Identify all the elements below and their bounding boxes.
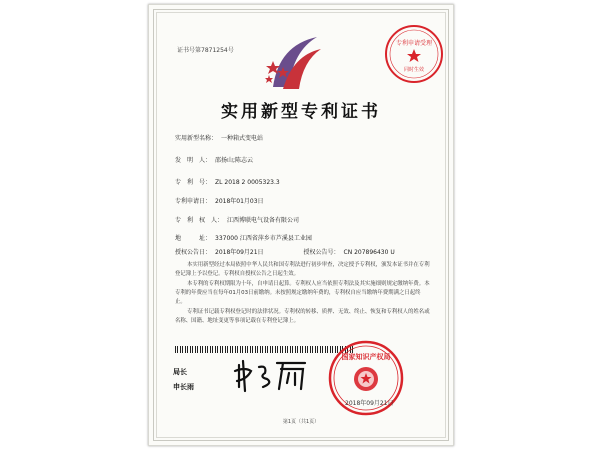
seal-date: 2018年09月21日: [345, 400, 394, 407]
page-footer: 第1页（共1页）: [282, 419, 320, 425]
top-seal-text: 专利申请受理: [395, 40, 433, 47]
top-seal-icon: [383, 23, 445, 85]
grant-date-value: 2018年09月21日: [215, 249, 264, 256]
field-row-grant-date: [175, 247, 395, 256]
grant-date-label: 授权公告日：: [175, 249, 212, 256]
field-label: 专 利 权 人：: [175, 217, 224, 224]
director-title: 局长: [173, 368, 187, 376]
field-row-patent-number: [175, 177, 280, 186]
body-paragraph: 本实用新型经过本局依照中华人民共和国专利法进行初步审查，决定授予专利权，颁发本证书并在专利登记簿上予以登记。专利权自授权公告之日起生效。: [175, 262, 430, 277]
field-label: 专 利 号：: [175, 179, 212, 186]
field-value: 江西博联电气设备有限公司: [227, 217, 300, 224]
field-value: ZL 2018 2 0005323.3: [215, 179, 280, 186]
certificate-title: 实用新型专利证书: [221, 102, 381, 122]
field-row-patentee: [175, 215, 299, 224]
field-label: 专利申请日：: [175, 198, 212, 205]
field-value: 337000 江西省萍乡市芦溪县工业园: [215, 235, 312, 242]
field-value: 一种箱式变电站: [221, 135, 264, 142]
certificate-number: 证书号第7871254号: [177, 47, 234, 54]
field-row-filing-date: [175, 196, 264, 205]
body-paragraph: 专利证书记载专利权登记时的法律状况。专利权的转移、质押、无效、终止、恢复和专利权人的姓名或名称、国籍、地址变更等事项记载在专利登记簿上。: [175, 309, 430, 324]
field-row-name: [175, 133, 263, 142]
field-label: 发 明 人：: [175, 157, 212, 164]
field-row-address: [175, 233, 312, 242]
patent-emblem-icon: [259, 27, 331, 99]
field-label: 实用新型名称：: [175, 135, 218, 142]
director-name: 申长雨: [173, 383, 194, 391]
official-seal-text: 国家知识产权局: [341, 353, 391, 361]
top-seal-text-2: 同时生效: [403, 67, 425, 73]
certificate-sheet: [148, 4, 454, 446]
certificate-body: [175, 261, 431, 327]
grant-notice-value: CN 207896430 U: [343, 249, 395, 256]
field-label: 地 址：: [175, 235, 212, 242]
body-paragraph: 本专利的专利权期限为十年，自申请日起算。专利权人应当依照专利法及其实施细则规定缴纳年费。本专利的年费应当在每年01月03日前缴纳。未按照规定缴纳年费的，专利权自应当缴纳年费期满之日起终止。: [175, 281, 430, 305]
grant-notice-label: 授权公告号：: [303, 249, 340, 256]
field-value: 2018年01月03日: [215, 198, 264, 205]
handwritten-signature-icon: [233, 355, 313, 395]
field-row-inventor: [175, 155, 253, 164]
field-value: 邵扬山;陈志云: [215, 157, 254, 164]
